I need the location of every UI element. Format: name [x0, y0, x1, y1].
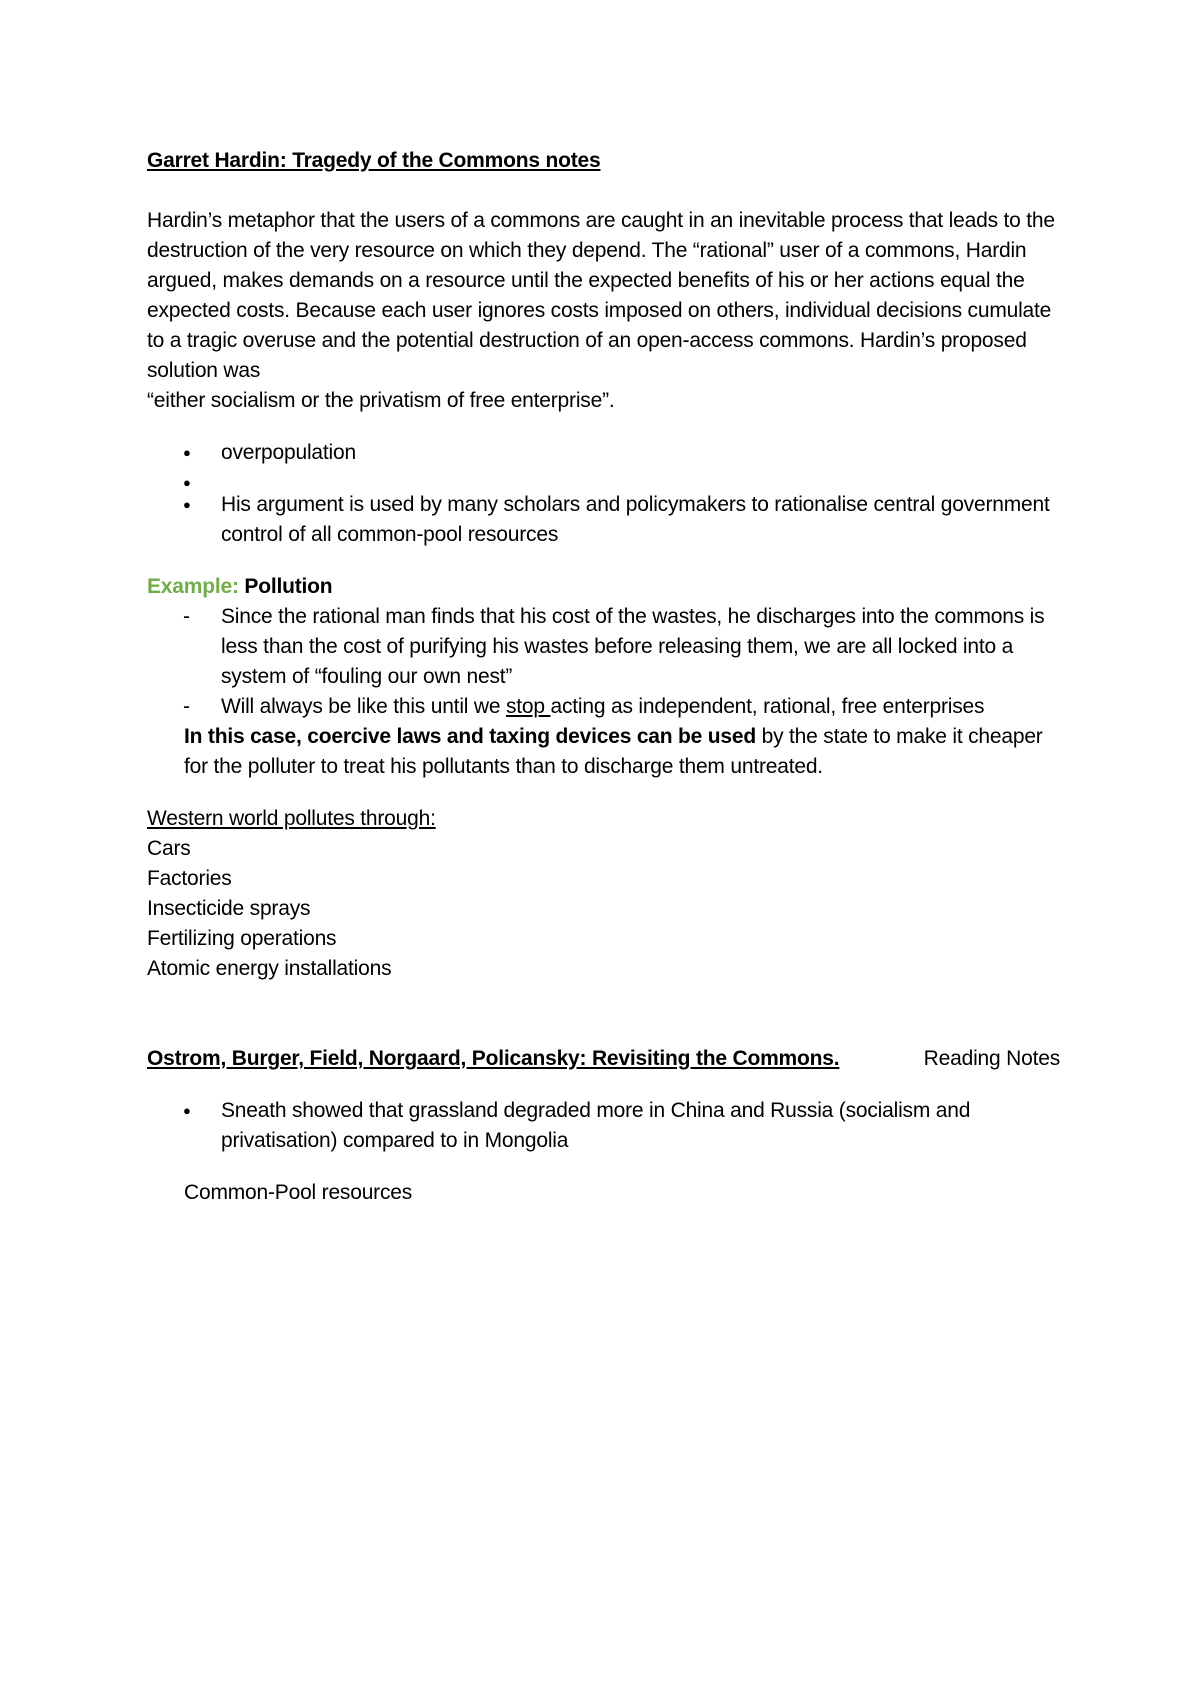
example-label: Example: — [147, 575, 239, 598]
western-list — [147, 834, 1072, 984]
hardin-bullet-list — [147, 438, 1072, 550]
example-note-rest: by the state to make it cheaper for the polluter to treat his pollutants than to discharge them untreated. — [184, 725, 1043, 778]
list-item: Insecticide sprays — [147, 897, 311, 920]
bullet-item: ● His argument is used by many scholars and policymakers to rationalise central government control of all common-pool resources — [147, 490, 1072, 550]
reading-notes-label: Reading Notes — [923, 1047, 1060, 1070]
hardin-quote: “either socialism or the privatism of free enterprise”. — [147, 389, 615, 412]
dash-item: - Will always be like this until we stop acting as independent, rational, free enterprises — [147, 692, 1072, 722]
section-title-ostrom: Ostrom, Burger, Field, Norgaard, Policansky: Revisiting the Commons. — [147, 1047, 840, 1070]
example-heading — [147, 572, 1072, 602]
hardin-paragraph: Hardin’s metaphor that the users of a commons are caught in an inevitable process that leads to the destruction of the very resource on which they depend. The “rational” user of a commons, Hardin argued, makes demands on a resource until the expected benefits of his or her actions equal the expected costs. Because each user ignores costs imposed on others, individual decisions cumulate to a tragic overuse and the potential destruction of an open-access commons. Hardin’s proposed solution was — [147, 209, 1055, 382]
section-title-hardin: Garret Hardin: Tragedy of the Commons notes — [147, 149, 601, 172]
ostrom-bullet-list — [147, 1096, 1072, 1156]
western-title: Western world pollutes through: — [147, 807, 436, 830]
list-item: Cars — [147, 837, 191, 860]
list-item: Atomic energy installations — [147, 957, 392, 980]
underlined-word: stop — [505, 695, 551, 718]
section-title-row — [147, 1044, 1072, 1074]
list-item: Fertilizing operations — [147, 927, 337, 950]
bullet-item: ● overpopulation — [147, 438, 1072, 468]
common-pool-subheading: Common-Pool resources — [184, 1181, 413, 1204]
list-item: Factories — [147, 867, 232, 890]
dash-item: - Since the rational man finds that his cost of the wastes, he discharges into the commons is less than the cost of purifying his wastes before releasing them, we are all locked into a system of “fouling our own nest” — [147, 602, 1072, 692]
example-dash-list — [147, 602, 1072, 722]
bullet-item: ● Sneath showed that grassland degraded more in China and Russia (socialism and privatisation) compared to in Mongolia — [147, 1096, 1072, 1156]
example-note — [147, 722, 1072, 782]
example-note-bold: In this case, coercive laws and taxing devices can be used — [184, 725, 756, 748]
document-body — [147, 146, 1072, 1208]
example-topic: Pollution — [238, 575, 333, 598]
